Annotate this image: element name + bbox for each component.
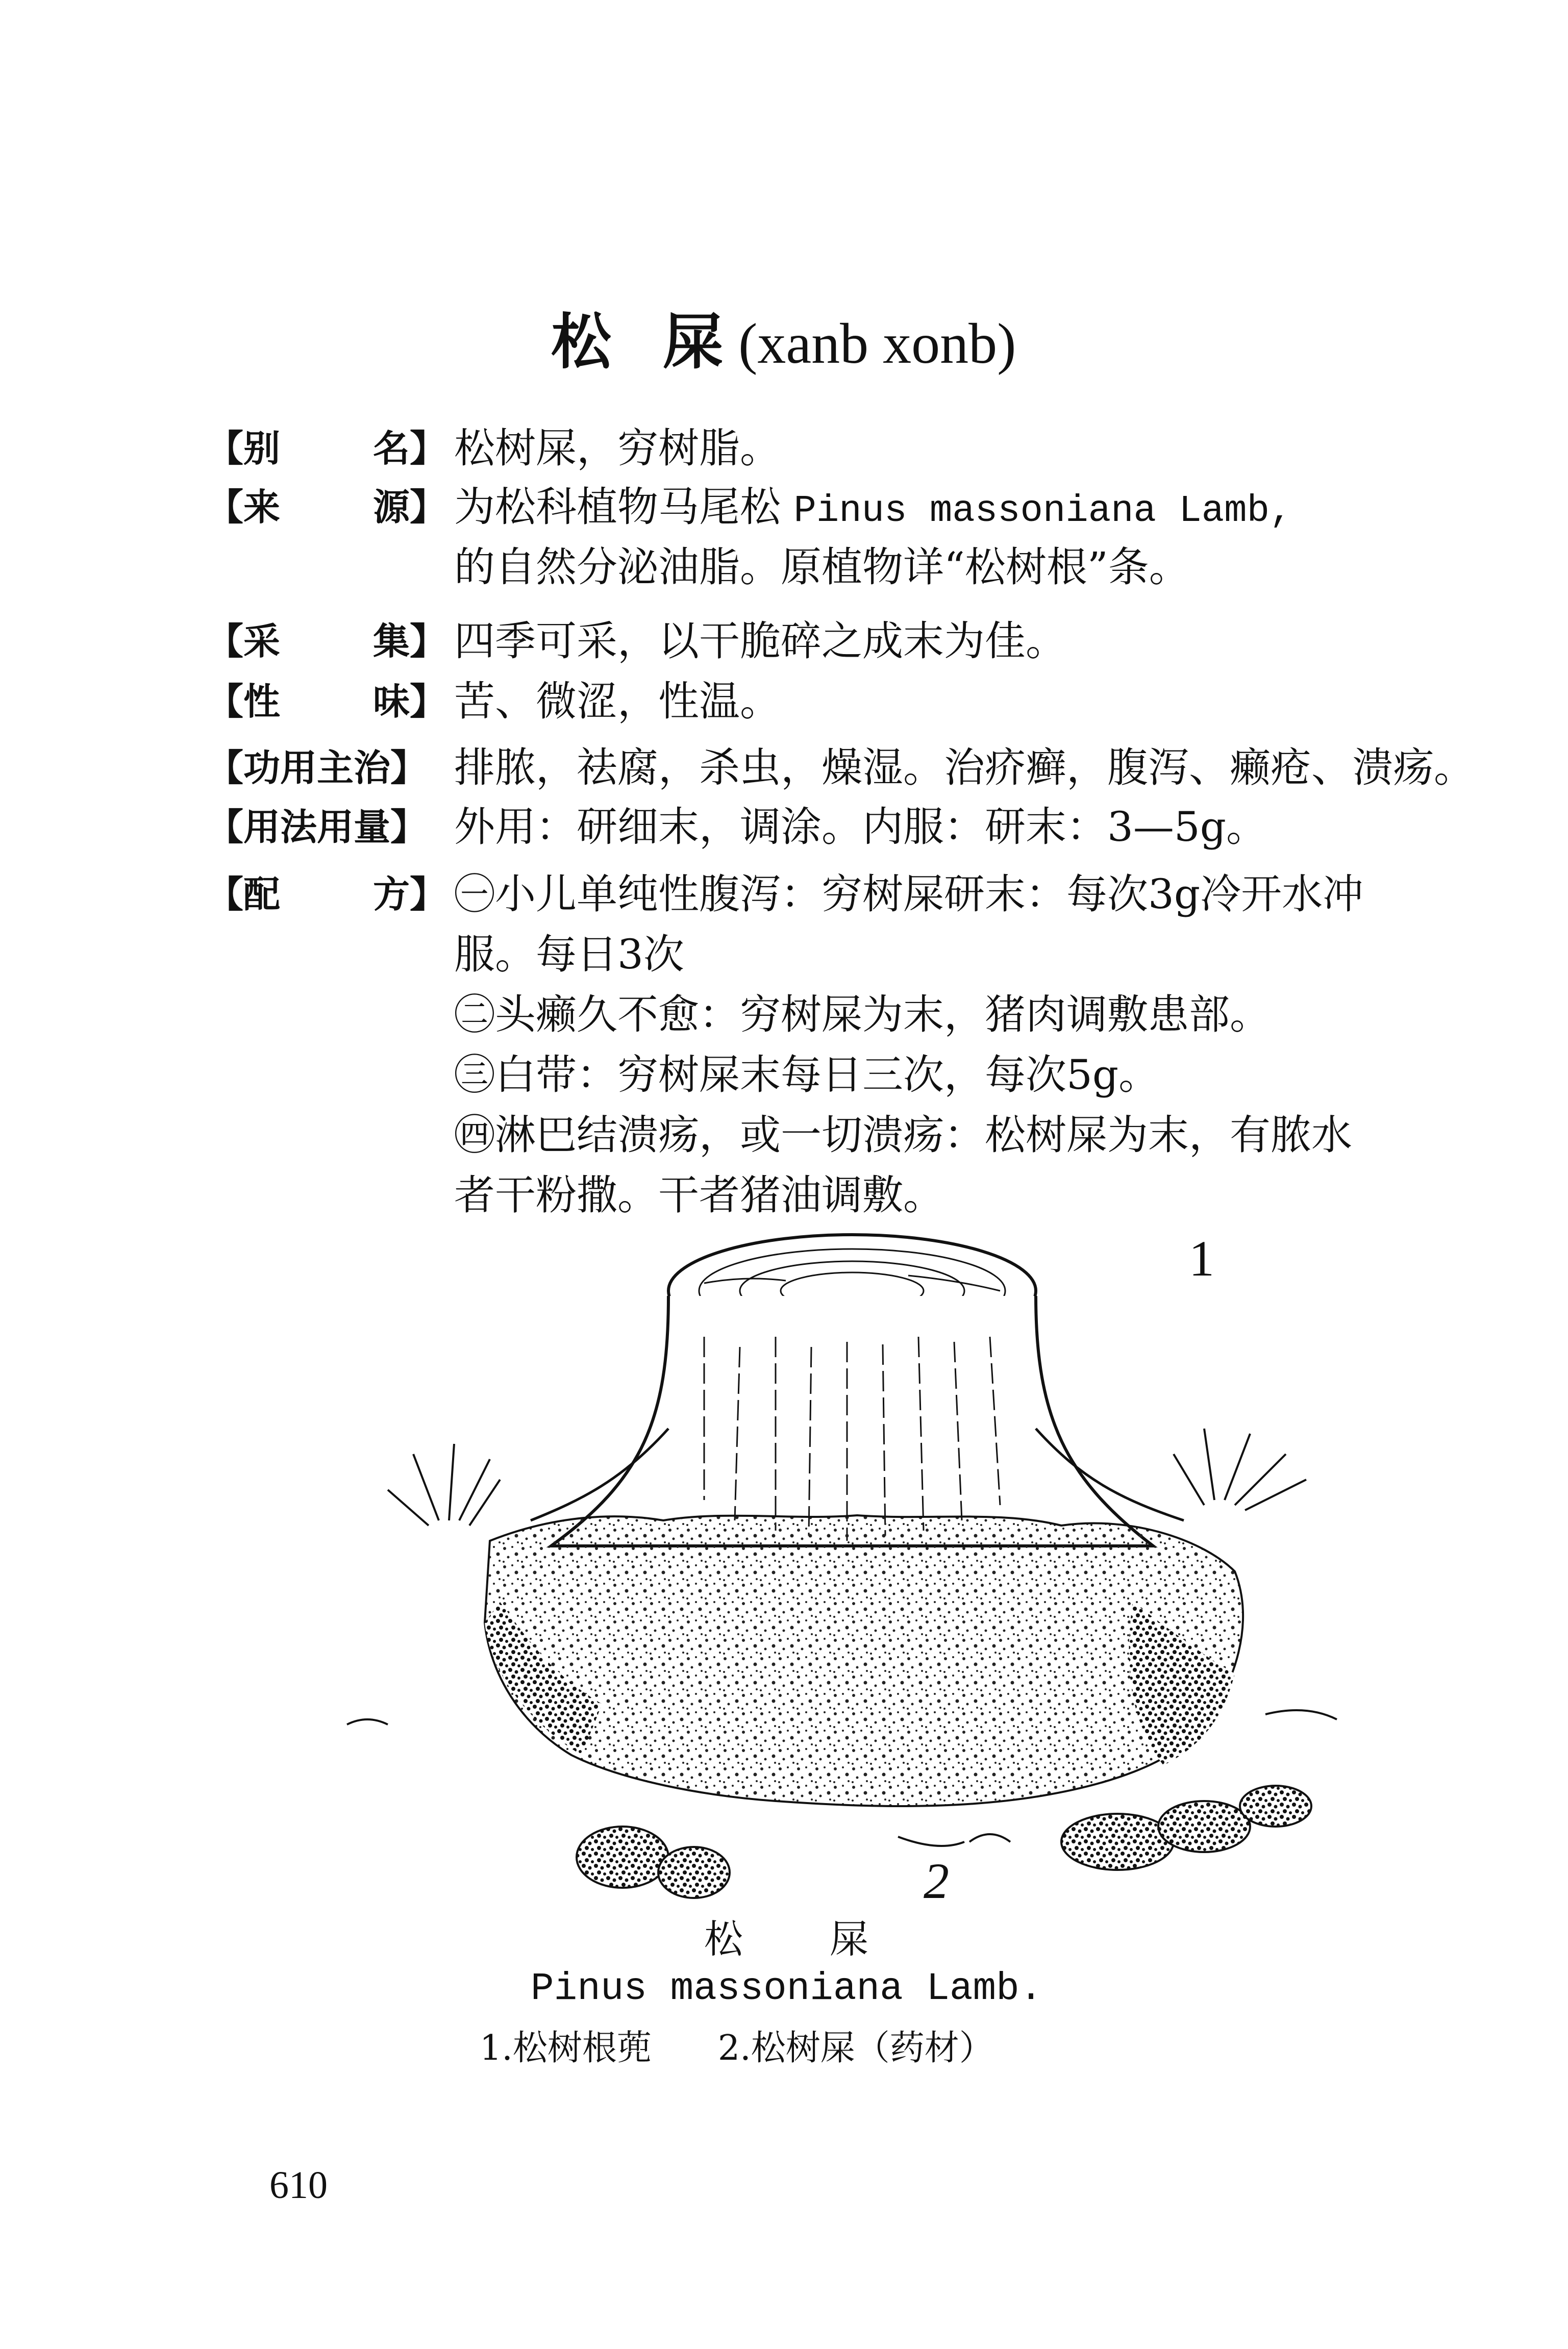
formula-item: ㊃淋巴结溃疡，或一切溃疡：松树屎为末，有脓水 [454,1111,1352,1159]
figure-label-2: 2 [924,1853,949,1909]
label-alias [207,418,446,479]
label-nature-close: 味】 [372,680,446,723]
figure-caption-latin: Pinus massoniana Lamb. [531,1967,1043,2011]
label-formula [207,864,446,924]
label-nature [207,671,446,732]
figure-legend [480,2020,994,2070]
source-text-line2: 的自然分泌油脂。原植物详“松树根”条。 [454,543,1190,591]
label-collection-close: 集】 [372,620,446,663]
formula-item: ㊂白带：穷树屎末每日三次，每次5g。 [454,1051,1160,1098]
label-indications: 【功用主治】 [207,746,428,789]
page-number: 610 [269,2164,328,2207]
source-latin-name: Pinus massoniana Lamb, [793,490,1292,533]
label-nature-open: 【性 [207,680,281,723]
formula-item: ㊁头癞久不愈：穷树屎为末，猪肉调敷患部。 [454,991,1271,1038]
indications-text: 排脓，祛腐，杀虫，燥湿。治疥癣，腹泻、癞疮、溃疡。 [454,744,1475,791]
nature-text: 苦、微涩，性温。 [454,678,781,725]
formula-item: 者干粉撒。干者猪油调敷。 [454,1171,944,1219]
legend-item-2: 2.松树屎（药材） [717,2028,994,2068]
label-source [207,477,446,537]
formula-item: ㊀小儿单纯性腹泻：穷树屎研末：每次3g冷开水冲 [454,870,1364,918]
label-usage: 【用法用量】 [207,806,428,848]
label-collection-open: 【采 [207,620,281,663]
source-text [454,477,1408,597]
label-alias-close: 名】 [372,427,446,470]
figure-label-1: 1 [1189,1230,1214,1287]
label-formula-open: 【配 [207,873,281,916]
label-source-close: 源】 [372,486,446,529]
label-source-open: 【来 [207,486,281,529]
legend-item-1: 1.松树根蔸 [480,2028,652,2068]
formula-list [454,864,1408,1226]
label-alias-open: 【别 [207,427,281,470]
source-text-zh: 为松科植物马尾松 [454,483,781,531]
formula-item: 服。每日3次 [454,931,684,978]
stump-trunk [531,1296,1184,1546]
collection-text: 四季可采，以干脆碎之成末为佳。 [454,617,1066,665]
pine-stump-illustration [337,1214,1408,1944]
alias-text: 松树屎，穷树脂。 [454,424,781,472]
label-collection [207,611,446,671]
resin-mass [485,1515,1243,1806]
entry-title [551,301,1016,383]
title-pinyin: (xanb xonb) [738,312,1016,376]
figure-caption-chinese: 松屎 [704,1916,955,1962]
label-formula-close: 方】 [372,873,446,916]
title-chinese: 松 屎 [551,306,739,377]
usage-text: 外用：研细末，调涂。内服：研末：3—5g。 [454,803,1267,851]
